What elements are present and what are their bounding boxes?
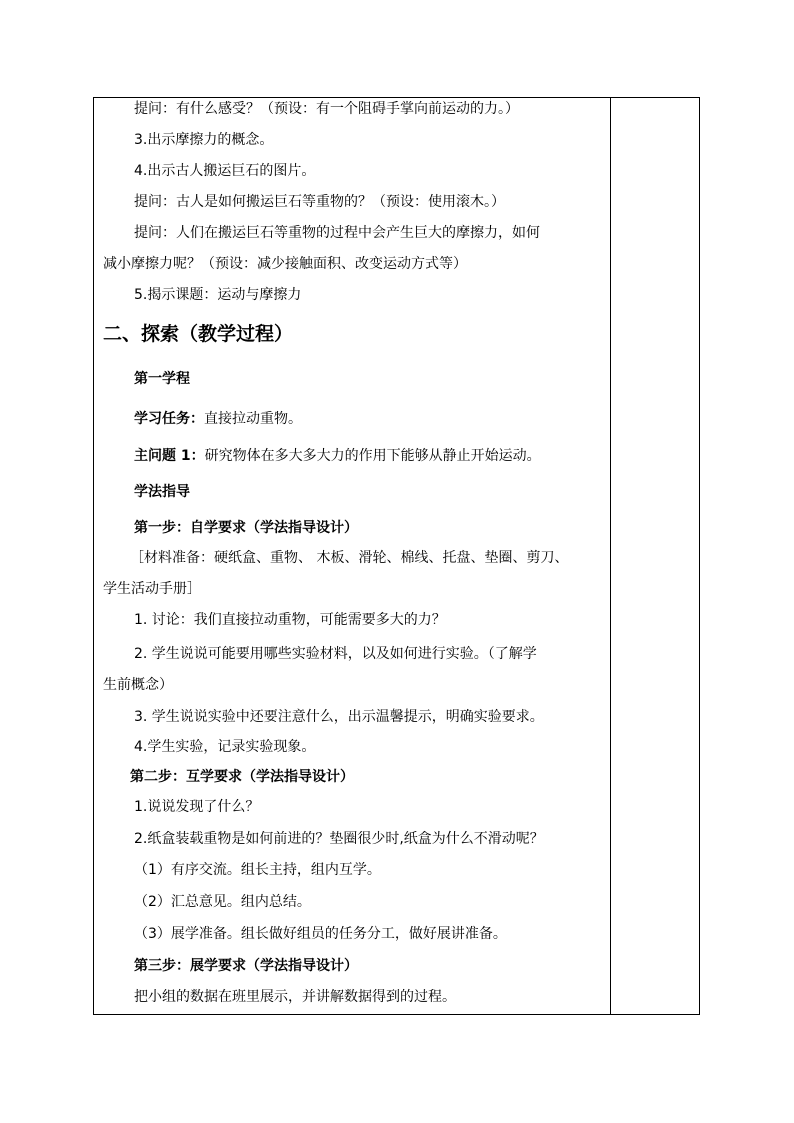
step3-item1: 把小组的数据在班里展示，并讲解数据得到的过程。 [134, 989, 456, 1005]
step-ancient-picture: 4.出示古人搬运巨石的图片。 [134, 163, 316, 179]
step1-materials-line1: ［材料准备：硬纸盒、重物、 木板、滑轮、棉线、托盘、垫圈、剪刀、 [130, 550, 569, 566]
learning-task [134, 409, 302, 429]
method-guide-title: 学法指导 [134, 484, 190, 500]
step1-item1: 1. 讨论：我们直接拉动重物，可能需要多大的力？ [134, 612, 446, 628]
step1-item2-line1: 2. 学生说说可能要用哪些实验材料，以及如何进行实验。（了解学 [134, 646, 537, 662]
main-question-text: 研究物体在多大多大力的作用下能够从静止开始运动。 [204, 448, 541, 464]
question-reduce-friction-line1: 提问：人们在搬运巨石等重物的过程中会产生巨大的摩擦力，如何 [134, 225, 540, 241]
section-heading-explore: 二、探索（教学过程） [103, 323, 294, 345]
step2-sub1: （1）有序交流。组长主持，组内互学。 [134, 862, 381, 878]
main-question-label: 主问题 1： [134, 448, 205, 464]
main-question [134, 446, 541, 466]
step-friction-concept: 3.出示摩擦力的概念。 [134, 132, 274, 148]
step2-title: 第二步：互学要求（学法指导设计） [130, 769, 354, 785]
learning-task-label: 学习任务： [134, 411, 204, 427]
stage-title: 第一学程 [134, 371, 190, 387]
step2-item1: 1.说说发现了什么？ [134, 799, 260, 815]
step1-materials-line2: 学生活动手册］ [103, 581, 201, 597]
question-feeling: 提问：有什么感受？（预设：有一个阻碍手掌向前运动的力。） [134, 101, 519, 117]
learning-task-text: 直接拉动重物。 [204, 411, 302, 427]
step2-sub3: （3）展学准备。组长做好组员的任务分工，做好展讲准备。 [134, 926, 507, 942]
step3-title: 第三步：展学要求（学法指导设计） [134, 958, 358, 974]
step1-item3: 3. 学生说说实验中还要注意什么，出示温馨提示，明确实验要求。 [134, 709, 544, 725]
table-column-divider [610, 97, 611, 1015]
step-reveal-topic: 5.揭示课题：运动与摩擦力 [134, 287, 302, 303]
question-reduce-friction-line2: 减小摩擦力呢？（预设：减少接触面积、改变运动方式等） [103, 256, 467, 272]
step1-title: 第一步：自学要求（学法指导设计） [134, 520, 358, 536]
step1-item4: 4.学生实验，记录实验现象。 [134, 739, 316, 755]
step1-item2-line2: 生前概念） [103, 677, 173, 693]
step2-item2: 2.纸盒装载重物是如何前进的？垫圈很少时,纸盒为什么不滑动呢？ [134, 831, 544, 847]
question-ancient-move: 提问：古人是如何搬运巨石等重物的？（预设：使用滚木。） [134, 194, 505, 210]
step2-sub2: （2）汇总意见。组内总结。 [134, 894, 311, 910]
